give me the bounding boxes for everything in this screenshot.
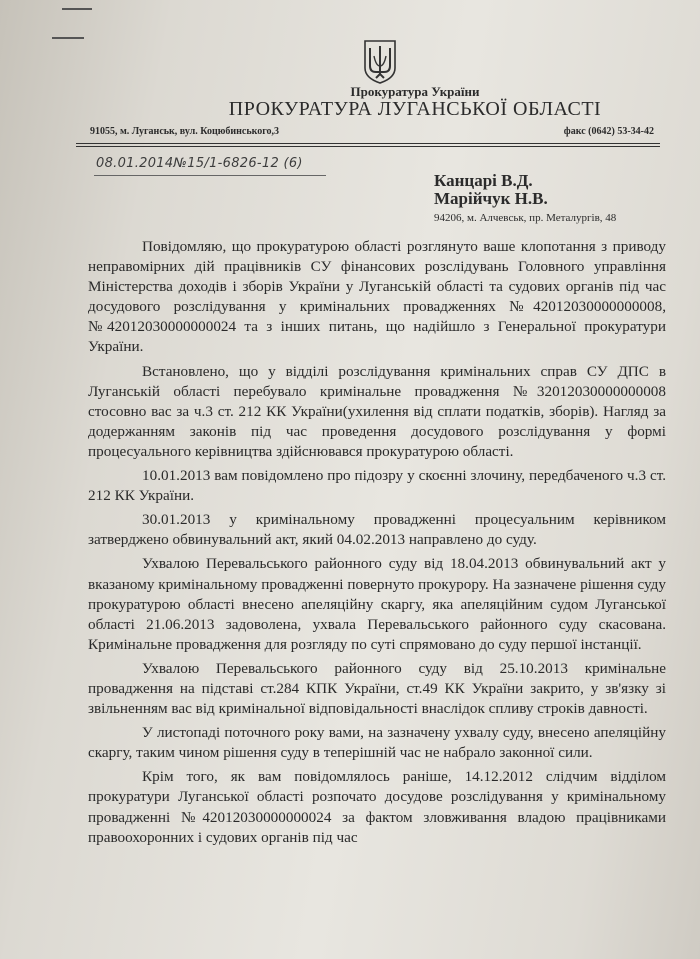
addressee-name: Канцарі В.Д. xyxy=(434,171,533,190)
body-paragraph: У листопаді поточного року вами, на зазначену ухвалу суду, внесено апеляційну скаргу, таким чином рішення суду в теперішній час не набрало законної сили. xyxy=(88,724,666,762)
org-fax: факс (0642) 53-34-42 xyxy=(563,126,654,137)
ukraine-trident-icon xyxy=(362,38,398,84)
header-divider xyxy=(76,143,660,144)
body-paragraph: 10.01.2013 вам повідомлено про підозру у скоєнні злочину, передбаченого ч.3 ст. 212 КК України. xyxy=(88,467,666,505)
org-parent-name: Прокуратура України xyxy=(350,84,480,99)
body-paragraph: Встановлено, що у відділі розслідування кримінальних справ СУ ДПС в Луганській області перебувало кримінальне провадження №32012030000000008 стосовно вас за ч.3 ст. 212 КК України(ухилення від сплати податків, зборів). Нагляд за додержанням законів під час проведення досудового розслідування у формі процесуального керівництва здійснювався прокуратурою області. xyxy=(88,362,666,460)
body-paragraph: Крім того, як вам повідомлялось раніше, 14.12.2012 слідчим відділом прокуратури Луганської області розпочато досудове розслідування у кримінальному провадженні №42012030000000024 за фактом зловживання владою працівниками правоохоронних і судових органів під час xyxy=(88,768,666,846)
org-title: ПРОКУРАТУРА ЛУГАНСЬКОЇ ОБЛАСТІ xyxy=(228,98,602,120)
header-divider xyxy=(76,146,660,147)
body-paragraph: Ухвалою Перевальського районного суду від 25.10.2013 кримінальне провадження на підставі ст.284 КПК України, ст.49 КК України закрито, у зв'язку зі звільненням вас від кримінальної відповідальності внаслідок спливу строків давності. xyxy=(88,659,666,718)
registration-underline xyxy=(94,175,326,176)
registration-number: 08.01.2014№15/1-6826-12 (6) xyxy=(96,156,303,171)
margin-mark xyxy=(62,8,92,10)
body-paragraph: 30.01.2013 у кримінальному провадженні процесуальним керівником затверджено обвинувальний акт, який 04.02.2013 направлено до суду. xyxy=(88,511,666,549)
body-paragraph: Повідомляю, що прокуратурою області розглянуто ваше клопотання з приводу неправомірних дій працівників СУ фінансових розслідувань Головного управління Міністерства доходів і зборів України у Луганській області та судових органів під час досудового розслідування у кримінальних провадженнях №42012030000000008, №42012030000000024 та з інших питань, що надійшло з Генеральної прокуратури України. xyxy=(88,238,666,356)
org-address: 91055, м. Луганськ, вул. Коцюбинського,3 xyxy=(90,126,280,137)
addressee-name: Марійчук Н.В. xyxy=(434,189,548,208)
body-paragraph: Ухвалою Перевальського районного суду від 18.04.2013 обвинувальний акт у вказаному кримінальному провадженні повернуто прокурору. На зазначене рішення суду прокуратурою області внесено апеляційну скаргу, яка апеляційним судом Луганської області 21.06.2013 задоволена, ухвала Перевальського районного суду скасована. Кримінальне провадження для розгляду по суті спрямовано до суду першої інстанції. xyxy=(88,555,666,653)
addressee-block xyxy=(434,172,616,224)
addressee-address: 94206, м. Алчевськ, пр. Металургів, 48 xyxy=(434,212,617,224)
margin-mark xyxy=(52,37,84,39)
letter-body xyxy=(88,237,666,852)
